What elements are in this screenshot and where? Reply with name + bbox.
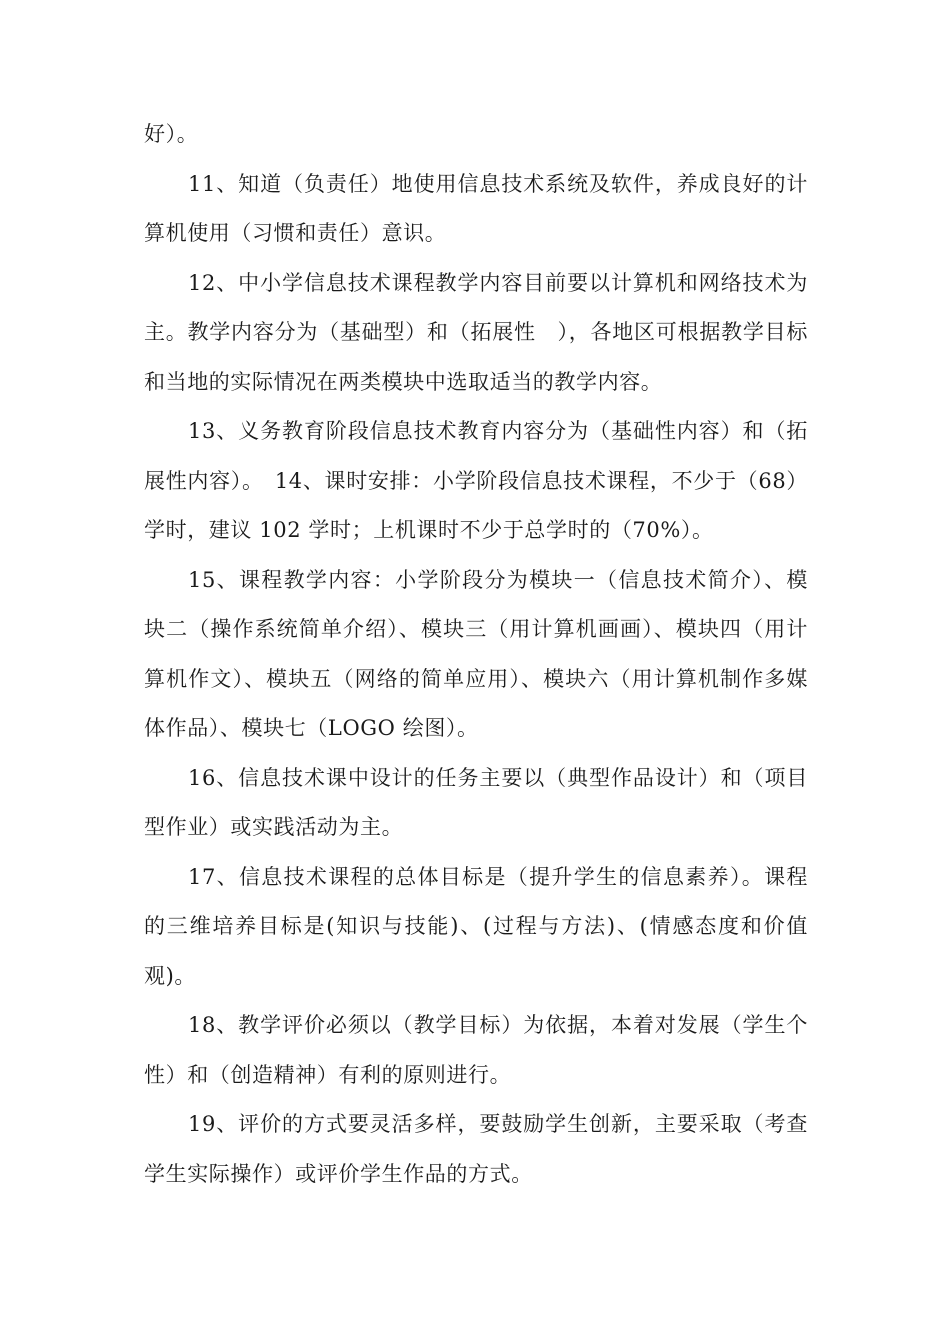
paragraph-item-18: 18、教学评价必须以（教学目标）为依据，本着对发展（学生个性）和（创造精神）有利的原则进行。 bbox=[144, 1013, 808, 1087]
paragraph-item-16: 16、信息技术课中设计的任务主要以（典型作品设计）和（项目型作业）或实践活动为主。 bbox=[144, 765, 808, 839]
paragraph-item-13-14: 13、义务教育阶段信息技术教育内容分为（基础性内容）和（拓展性内容）。 14、课时安排：小学阶段信息技术课程，不少于（68）学时，建议 102 学时；上机课时不少于总学时的（70%）。 bbox=[144, 419, 808, 542]
paragraph-item-15: 15、课程教学内容：小学阶段分为模块一（信息技术简介）、模块二（操作系统简单介绍）、模块三（用计算机画画）、模块四（用计算机作文）、模块五（网络的简单应用）、模块六（用计算机制作多媒体作品）、模块七（LOGO 绘图）。 bbox=[144, 567, 808, 740]
paragraph-item-17: 17、信息技术课程的总体目标是（提升学生的信息素养）。课程的三维培养目标是(知识与技能)、(过程与方法)、(情感态度和价值观)。 bbox=[144, 864, 808, 988]
paragraph-item-11: 11、知道（负责任）地使用信息技术系统及软件，养成良好的计算机使用（习惯和责任）意识。 bbox=[144, 171, 808, 245]
paragraph-item-12: 12、中小学信息技术课程教学内容目前要以计算机和网络技术为主。教学内容分为（基础型）和（拓展性 ），各地区可根据教学目标和当地的实际情况在两类模块中选取适当的教学内容。 bbox=[144, 270, 808, 394]
paragraph-item-19: 19、评价的方式要灵活多样，要鼓励学生创新，主要采取（考查学生实际操作）或评价学生作品的方式。 bbox=[144, 1112, 808, 1186]
document-body bbox=[144, 110, 808, 1199]
paragraph-continuation: 好）。 bbox=[144, 122, 199, 146]
